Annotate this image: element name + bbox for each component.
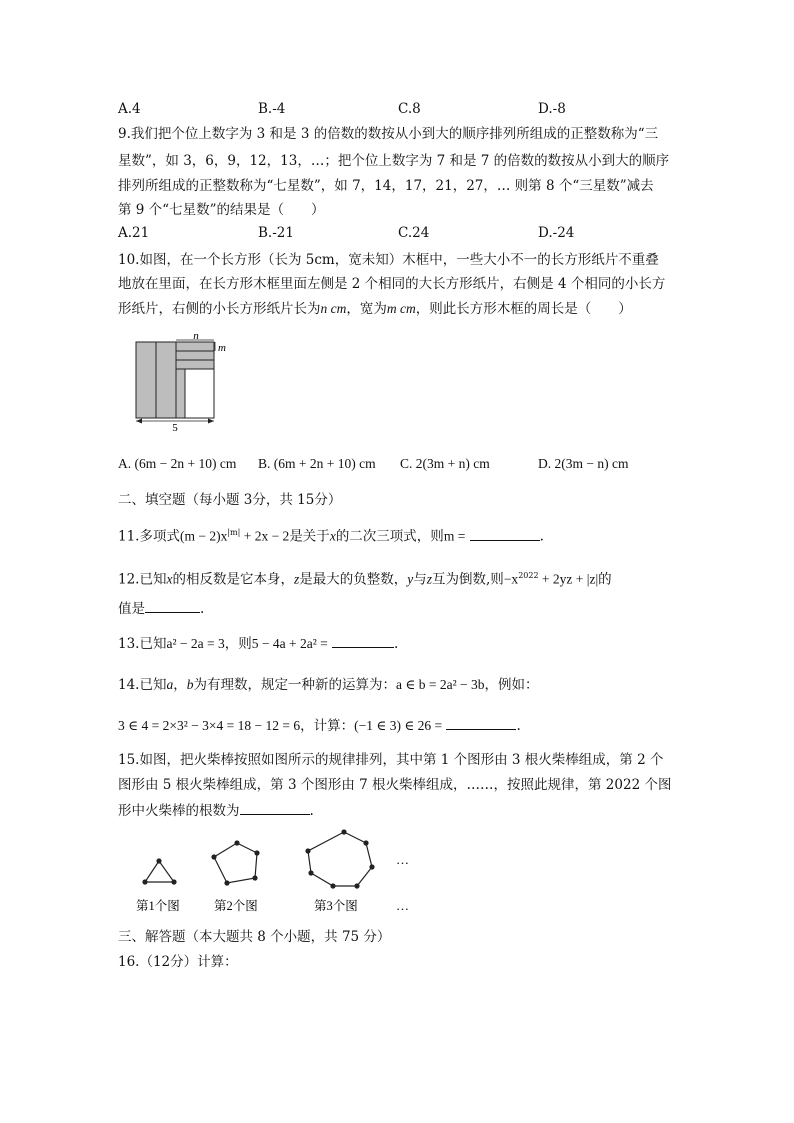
ellipsis-bottom: … [396, 898, 409, 913]
caption-fig-2: 第2个图 [214, 899, 258, 913]
label-n: n [193, 332, 199, 342]
q9-option-a: A.21 [118, 225, 150, 241]
q15-line-1: 15.如图，把火柴棒按照如图所示的规律排列，其中第 1 个图形由 3 根火柴棒组成，第 2 个 [118, 752, 664, 768]
q10-rectangle-figure [128, 332, 238, 432]
small-rect-2 [176, 351, 214, 360]
q8-option-a: A.4 [118, 101, 141, 117]
q9-line-4: 第 9 个“七星数”的结果是（ ） [118, 202, 325, 218]
q10-option-c: C. 2(3m + n) cm [400, 456, 490, 471]
section-2-heading: 二、填空题（每小题 3分，共 15分） [118, 492, 342, 508]
q10-option-b: B. (6m + 2n + 10) cm [258, 456, 376, 471]
q11: 11.多项式$(m - 2)x^{|m|} + 2x - 2$是关于x的二次三项式，则m = . [118, 523, 544, 547]
q15-line-2: 图形由 5 根火柴棒组成，第 3 个图形由 7 根火柴棒组成，……，按照此规律，第 2022 个图 [118, 777, 672, 793]
q9-line-3: 排列所组成的正整数称为“七星数”，如 7，14，17，21，27，… 则第 8 个“三星数”减去 [118, 178, 654, 194]
q9-option-b: B.-21 [258, 225, 294, 241]
q9-line-1: 9.我们把个位上数字为 3 和是 3 的倍数的数按从小到大的顺序排列所组成的正整数称为“三 [118, 126, 659, 142]
section-3-heading: 三、解答题（本大题共 8 个小题，共 75 分） [118, 929, 391, 945]
label-5: 5 [172, 422, 178, 432]
q13: 13.已知a² − 2a = 3，则5 − 4a + 2a² = . [118, 633, 398, 654]
caption-fig-3: 第3个图 [314, 899, 358, 913]
q15-line-3: 形中火柴棒的根数为 . [118, 800, 314, 821]
q8-option-d: D.-8 [538, 101, 566, 117]
q8-option-c: C.8 [398, 101, 421, 117]
q15-blank [240, 800, 310, 815]
q10-line-1: 10.如图，在一个长方形（长为 5cm，宽未知）木框中，一些大小不一的长方形纸片不重叠 [118, 252, 659, 268]
q13-blank [332, 633, 394, 648]
q12-line-2: 值是 . [118, 598, 204, 619]
big-rect-2 [156, 342, 176, 418]
q9-line-2: 星数”，如 3，6，9，12，13，…；把个位上数字为 7 和是 7 的倍数的数按从小到大的顺序 [118, 153, 670, 169]
caption-fig-1: 第1个图 [136, 899, 180, 913]
q14-line-2: 3 ∈ 4 = 2×3² − 3×4 = 18 − 12 = 6，计算：(−1 ∈ 3) ∈ 26 = . [118, 715, 521, 736]
q9-option-c: C.24 [398, 225, 430, 241]
q12-line-1: 12.已知x的相反数是它本身，z是最大的负整数，y与z互为倒数,则$-x^{2022} + 2yz + |z|$的 [118, 571, 612, 588]
q9-option-d: D.-24 [538, 225, 575, 241]
q15-matchstick-figure [130, 826, 430, 918]
q14-blank [446, 715, 516, 730]
q10-line-2: 地放在里面，在长方形木框里面左侧是 2 个相同的大长方形纸片，右侧是 4 个相同的小长方 [118, 276, 666, 292]
q11-blank [470, 526, 540, 541]
q10-option-d: D. 2(3m − n) cm [538, 456, 629, 471]
label-m: m [218, 342, 226, 354]
q12-blank [145, 598, 200, 613]
small-rect-3 [176, 360, 214, 369]
q14-line-1: 14.已知a，b为有理数，规定一种新的运算为：a ∈ b = 2a² − 3b，例如： [118, 677, 539, 693]
q16-heading: 16.（12分）计算： [118, 954, 238, 970]
figure-1-triangle [142, 858, 176, 884]
ellipsis-top: … [396, 852, 409, 867]
small-rect-1 [176, 342, 214, 351]
q10-line-3: 形纸片，右侧的小长方形纸片长为n cm，宽为m cm，则此长方形木框的周长是（ ） [118, 301, 632, 317]
figure-2-pentagon [211, 840, 259, 885]
q8-option-b: B.-4 [258, 101, 286, 117]
big-rect-1 [136, 342, 156, 418]
figure-3-heptagon [305, 829, 374, 888]
q10-option-a: A. (6m − 2n + 10) cm [118, 456, 237, 471]
small-rect-4 [176, 369, 185, 418]
